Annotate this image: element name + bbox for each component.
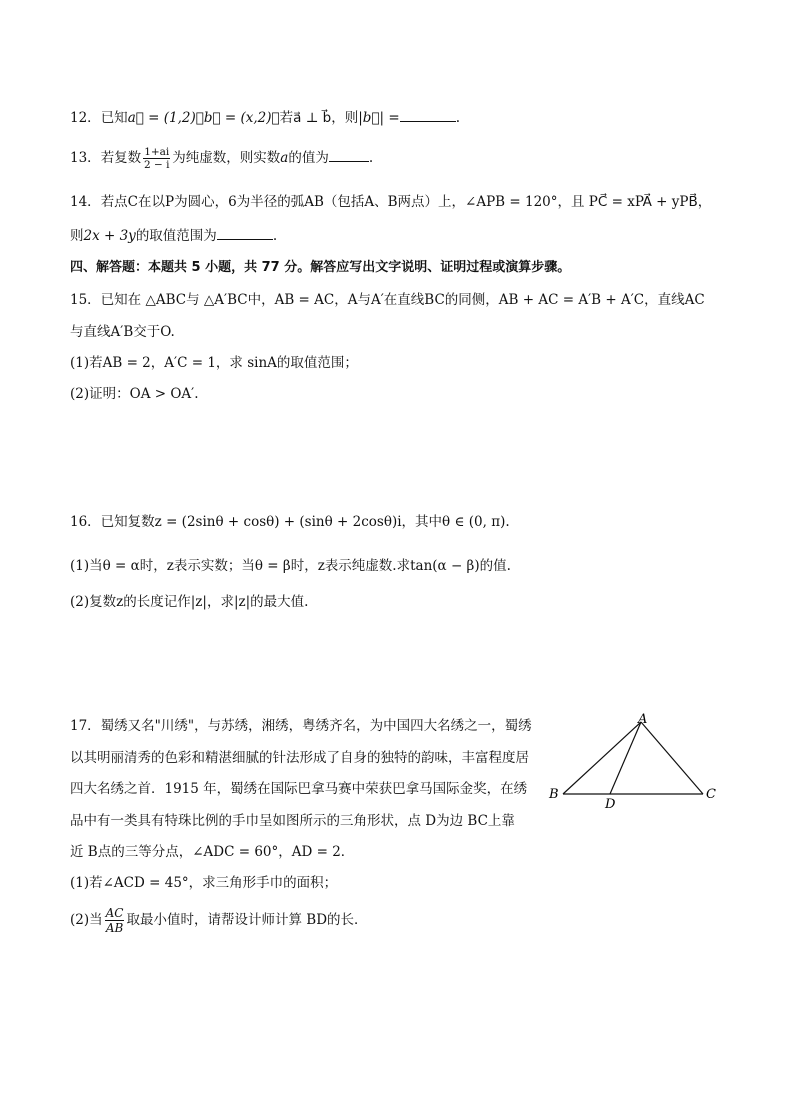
q17-frac-numerator: AC — [105, 906, 124, 920]
q12-abs-b: |b⃗| = — [358, 110, 400, 126]
q14-text: 若点C在以P为圆心，6为半径的弧AB（包括A、B两点）上，∠APB = 120°，且 PC⃗ = xPA⃗ + yPB⃗， — [100, 194, 712, 210]
q13-frac-numerator: 1+ai — [144, 146, 170, 158]
q15-line1: 15．已知在 △ABC与 △A′BC中，AB = AC，A与A′在直线BC的同侧，AB + AC = A′B + A′C，直线AC — [70, 292, 705, 308]
q14-answer-blank — [217, 227, 273, 240]
segment-ad — [610, 722, 641, 794]
q17-line2: 以其明丽清秀的色彩和精湛细腻的针法形成了自身的独特的韵味，丰富程度居 — [70, 750, 529, 766]
q13-frac-denominator: 2 − i — [143, 159, 170, 171]
q17-fraction — [105, 906, 125, 935]
q14-line1 — [70, 192, 711, 212]
q17-frac-denominator: AB — [105, 921, 124, 935]
q15-part1: (1)若AB = 2，A′C = 1，求 sinA的取值范围； — [70, 355, 358, 371]
q17-line1: 17．蜀绣又名"川绣"，与苏绣，湘绣，粤绣齐名，为中国四大名绣之一，蜀绣 — [70, 718, 532, 734]
q12-end: . — [455, 110, 460, 126]
q16-line1: 16．已知复数z = (2sinθ + cosθ) + (sinθ + 2cosθ)i，其中θ ∈ (0, π). — [70, 514, 510, 530]
q14-line2-pre: 则 — [70, 228, 84, 244]
q13-var: a — [280, 150, 289, 166]
triangle-figure — [545, 712, 725, 812]
q17-line3: 四大名绣之首．1915 年，蜀绣在国际巴拿马赛中荣获巴拿马国际金奖，在绣 — [70, 781, 528, 797]
q17-line4: 品中有一类具有特珠比例的手巾呈如图所示的三角形状，点 D为边 BC上靠 — [70, 813, 515, 829]
q12-answer-blank — [400, 109, 456, 122]
q13-number: 13． — [70, 150, 101, 166]
q13-post: 的值为 — [288, 150, 329, 166]
section-4-heading: 四、解答题：本题共 5 小题，共 77 分。解答应写出文字说明、证明过程或演算步骤。 — [70, 260, 571, 275]
q13-fraction — [143, 146, 170, 171]
q16-part1: (1)当θ = α时，z表示实数；当θ = β时，z表示纯虚数.求tan(α − β)的值. — [70, 558, 511, 574]
q12-pre: 已知 — [100, 110, 128, 126]
edge-ac — [641, 722, 703, 794]
q12-vector-a: a⃗ = (1,2)， — [127, 110, 204, 126]
q14-expression: 2x + 3y — [83, 228, 136, 244]
q12-vector-b: b⃗ = (x,2)， — [203, 110, 280, 126]
q13-line — [70, 146, 373, 171]
label-d: D — [605, 797, 616, 812]
q13-pre: 若复数 — [100, 150, 142, 166]
q16-part2: (2)复数z的长度记作|z|，求|z|的最大值. — [70, 594, 309, 610]
q13-answer-blank — [329, 149, 369, 162]
q12-line — [70, 108, 460, 128]
q14-number: 14． — [70, 194, 101, 210]
q15-line2: 与直线A′B交于O. — [70, 324, 175, 340]
q12-number: 12． — [70, 110, 101, 126]
label-b: B — [549, 787, 559, 802]
label-a: A — [638, 712, 648, 727]
q14-line2 — [70, 226, 277, 246]
q13-end: . — [368, 150, 374, 166]
q12-condition: 若a⃗ ⊥ b⃗，则 — [279, 110, 359, 126]
q14-line2-post: 的取值范围为 — [135, 228, 217, 244]
q17-part2-post: 取最小值时，请帮设计师计算 BD的长． — [126, 912, 368, 928]
q17-line5: 近 B点的三等分点，∠ADC = 60°，AD = 2． — [70, 844, 355, 860]
label-c: C — [706, 787, 716, 802]
edge-ab — [563, 722, 641, 794]
q14-line2-end: . — [272, 228, 278, 244]
q17-part1: (1)若∠ACD = 45°，求三角形手巾的面积； — [70, 875, 338, 891]
q17-part2-pre: (2)当 — [70, 912, 103, 928]
q17-part2 — [70, 906, 368, 935]
q13-mid: 为纯虚数，则实数 — [172, 150, 281, 166]
q15-part2: (2)证明：OA > OA′. — [70, 386, 199, 402]
